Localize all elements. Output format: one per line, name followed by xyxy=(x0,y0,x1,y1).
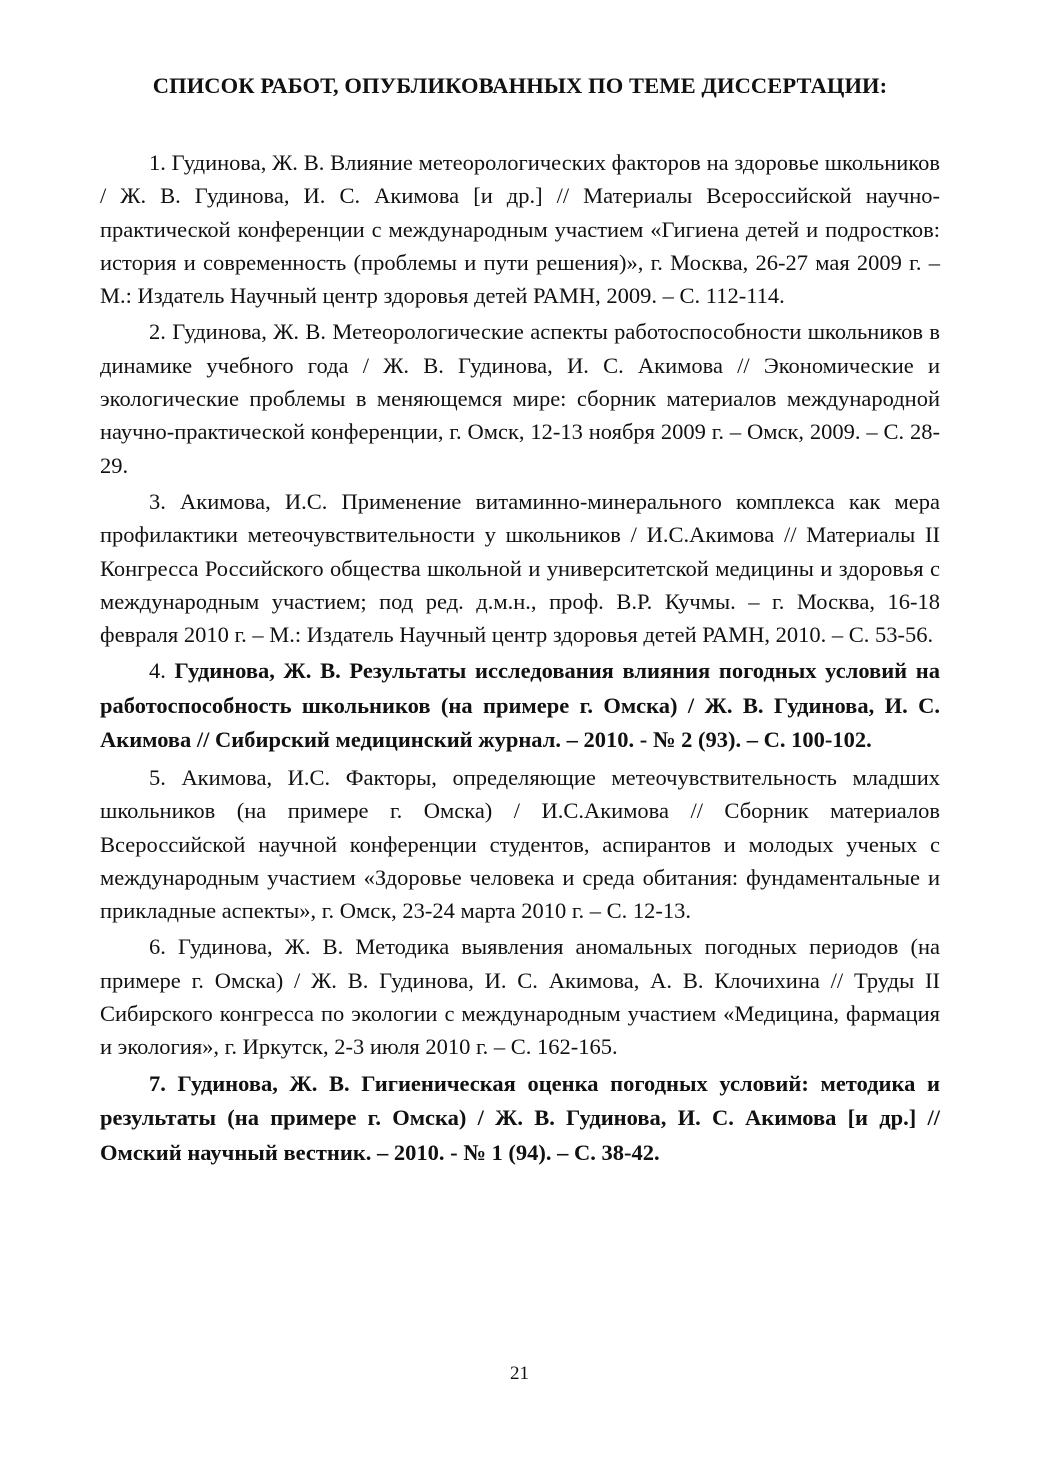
page-number: 21 xyxy=(510,1363,529,1384)
reference-number: 1. xyxy=(149,150,166,175)
document-page xyxy=(100,70,940,1173)
reference-text: Гудинова, Ж. В. Методика выявления аномальных погодных периодов (на примере г. Омска) / Ж. В. Гудинова, И. С. Акимова, А. В. Клочихина // Труды II Сибирского конгресса по экологии с международным участием «Медицина, фармация и экология», г. Иркутск, 2-3 июля 2010 г. – С. 162-165. xyxy=(100,934,940,1060)
reference-item-7 xyxy=(100,1067,940,1171)
page-title: СПИСОК РАБОТ, ОПУБЛИКОВАННЫХ ПО ТЕМЕ ДИССЕРТАЦИИ: xyxy=(152,73,888,98)
reference-item-5 xyxy=(100,761,940,927)
reference-number: 5. xyxy=(149,764,166,790)
reference-number: 7. xyxy=(149,1070,166,1096)
reference-number: 3. xyxy=(149,488,166,514)
reference-number: 2. xyxy=(149,319,166,345)
reference-item-4 xyxy=(100,654,940,758)
reference-text: Гудинова, Ж. В. Влияние метеорологических факторов на здоровье школьников / Ж. В. Гудинова, И. С. Акимова [и др.] // Материалы Всероссийской научно-практической конференции с международным участием «Гигиена детей и подростков: история и современность (проблемы и пути решения)», г. Москва, 26-27 мая 2009 г. – М.: Издатель Научный центр здоровья детей РАМН, 2009. – С. 112-114. xyxy=(100,150,940,309)
reference-text: Гудинова, Ж. В. Гигиеническая оценка погодных условий: методика и результаты (на примере г. Омска) / Ж. В. Гудинова, И. С. Акимова [и др.] // Омский научный вестник. – 2010. - № 1 (94). – С. 38-42. xyxy=(100,1070,941,1165)
reference-item-3 xyxy=(100,485,940,651)
reference-text: Акимова, И.С. Применение витаминно-минерального комплекса как мера профилактики метеочувствительности у школьников / И.С.Акимова // Материалы II Конгресса Российского общества школьной и университетской медицины и здоровья с международным участием; под ред. д.м.н., проф. В.Р. Кучмы. – г. Москва, 16-18 февраля 2010 г. – М.: Издатель Научный центр здоровья детей РАМН, 2010. – С. 53-56. xyxy=(100,488,941,648)
reference-number: 4. xyxy=(149,658,166,684)
reference-text: Гудинова, Ж. В. Метеорологические аспекты работоспособности школьников в динамике учебного года / Ж. В. Гудинова, И. С. Акимова // Экономические и экологические проблемы в меняющемся мире: сборник материалов международной научно-практической конференции, г. Омск, 12-13 ноября 2009 г. – Омск, 2009. – С. 28-29. xyxy=(100,319,940,478)
reference-item-1 xyxy=(100,146,940,312)
reference-item-2 xyxy=(100,315,940,481)
reference-text: Акимова, И.С. Факторы, определяющие метеочувствительность младших школьников (на примере г. Омска) / И.С.Акимова // Сборник материалов Всероссийской научной конференции студентов, аспирантов и молодых ученых с международным участием «Здоровье человека и среда обитания: фундаментальные и прикладные аспекты», г. Омск, 23-24 марта 2010 г. – С. 12-13. xyxy=(100,764,940,924)
reference-item-6 xyxy=(100,930,940,1063)
reference-number: 6. xyxy=(149,934,166,960)
reference-text: Гудинова, Ж. В. Результаты исследования влияния погодных условий на работоспособность школьников (на примере г. Омска) / Ж. В. Гудинова, И. С. Акимова // Сибирский медицинский журнал. – 2010. - № 2 (93). – С. 100-102. xyxy=(100,658,940,753)
